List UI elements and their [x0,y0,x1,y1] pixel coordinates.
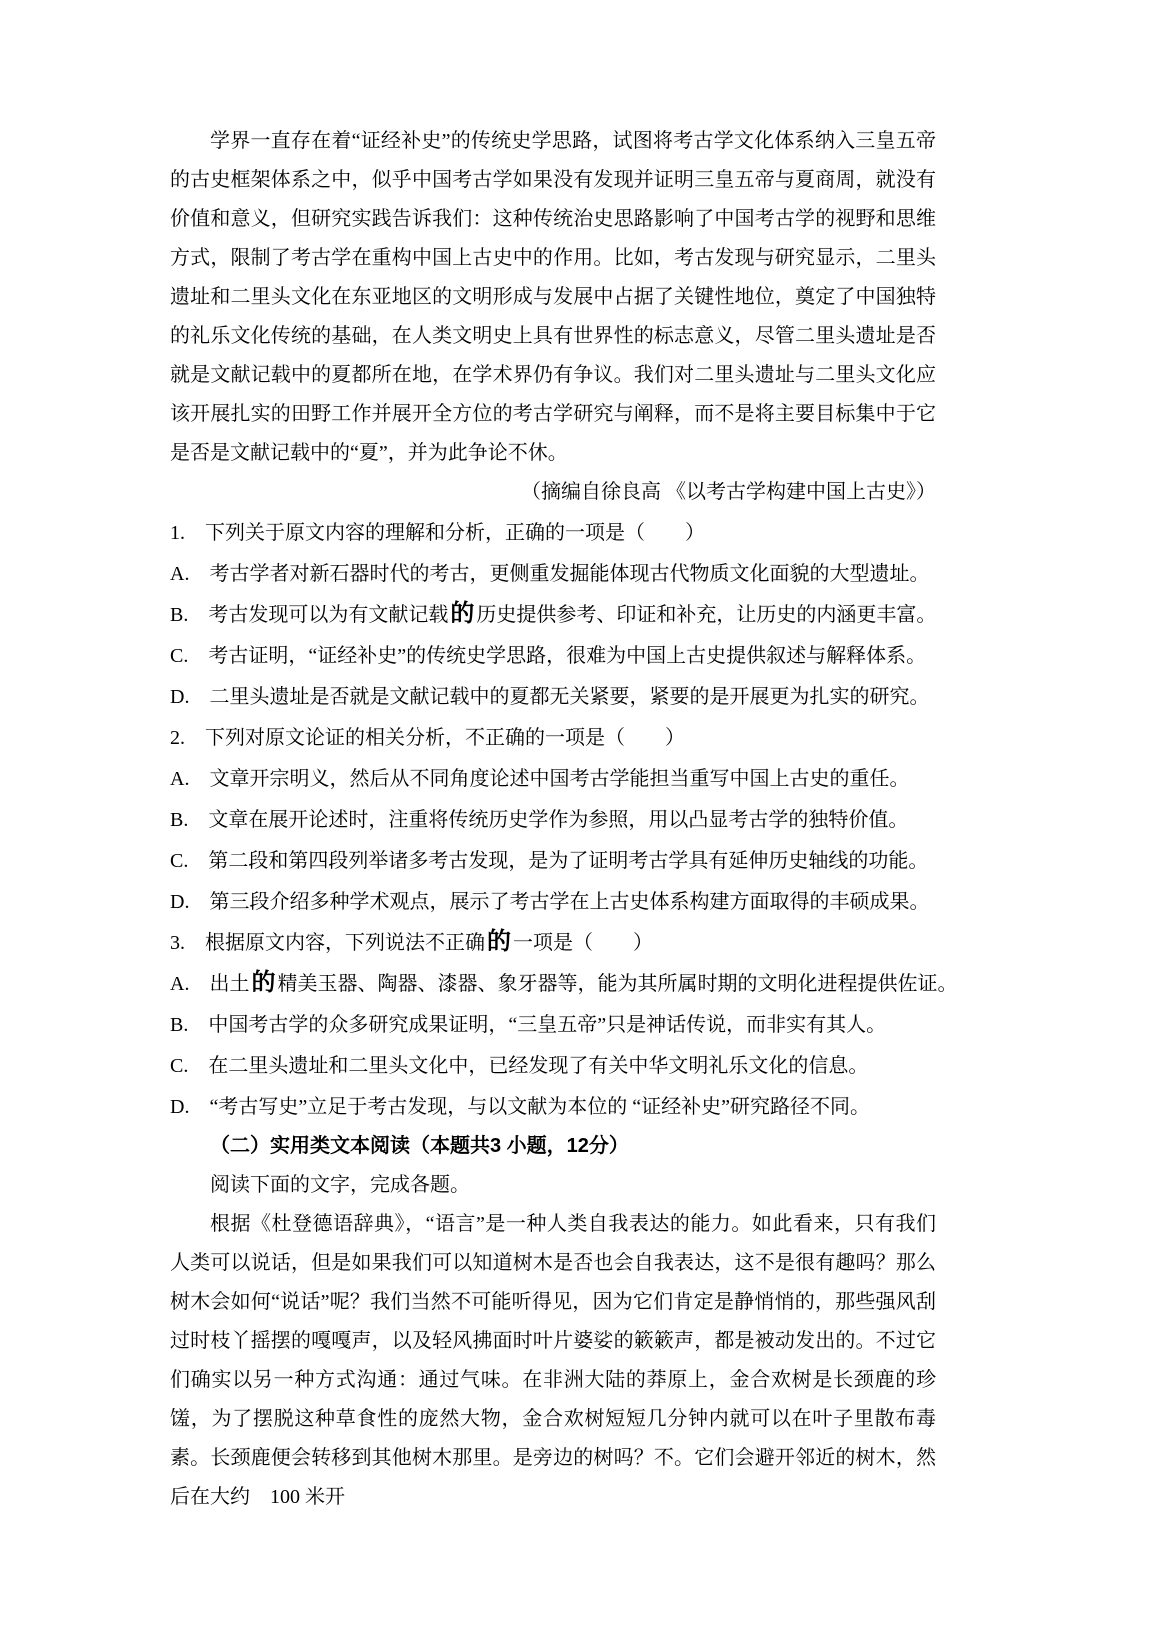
option-text: C. 在二里头遗址和二里头文化中，已经发现了有关中华文明礼乐文化的信息。 [170,1055,869,1077]
option-text: D. 第三段介绍多种学术观点，展示了考古学在上古史体系构建方面取得的丰硕成果。 [170,891,930,913]
question-2-option-b [170,799,936,840]
question-3 [170,922,958,1127]
emphasized-char [908,805,912,832]
emphasized-char [685,723,689,750]
option-text: A. 出土 [170,973,250,995]
question-1-option-b [170,594,936,635]
emphasized-char: 的 [487,928,511,955]
emphasized-char [705,518,709,545]
emphasized-char [870,1092,874,1119]
stem-text: 2. 下列对原文论证的相关分析，不正确的一项是（ ） [170,727,685,749]
emphasized-char: 的 [251,969,276,996]
question-2-option-d [170,881,936,922]
option-text: 精美玉器、陶器、漆器、象牙器等，能为其所属时期的文明化进程提供佐证。 [277,973,958,995]
emphasized-char [929,682,933,709]
section-2-header: （二）实用类文本阅读（本题共3 小题，12分） [210,1135,629,1157]
question-3-stem [170,922,936,963]
emphasized-char [929,887,933,914]
emphasized-char [886,1010,890,1037]
option-text: D. “考古写史”立足于考古发现，与以文献为本位的 “证经补史”研究路径不同。 [170,1096,870,1118]
question-1-option-d [170,676,936,717]
option-text: A. 文章开宗明义，然后从不同角度论述中国考古学能担当重写中国上古史的重任。 [170,768,910,790]
question-3-option-d [170,1086,936,1127]
stem-text: 1. 下列关于原文内容的理解和分析，正确的一项是（ ） [170,522,705,544]
stem-text: 3. 根据原文内容，下列说法不正确 [170,932,485,954]
reading-passage-1: 学界一直存在着“证经补史”的传统史学思路，试图将考古学文化体系纳入三皇五帝的古史框架体系之中，似乎中国考古学如果没有发现并证明三皇五帝与夏商周，就没有价值和意义，但研究实践告诉我们：这种传统治史思路影响了中国考古学的视野和思维方式，限制了考古学在重构中国上古史中的作用。比如，考古发现与研究显示，二里头遗址和二里头文化在东亚地区的文明形成与发展中占据了关键性地位，奠定了中国独特的礼乐文化传统的基础，在人类文明史上具有世界性的标志意义，尽管二里头遗址是否就是文献记载中的夏都所在地，在学术界仍有争议。我们对二里头遗址与二里头文化应该开展扎实的田野工作并展开全方位的考古学研究与阐释，而不是将主要目标集中于它是否是文献记载中的“夏”，并为此争论不休。 [170,130,936,464]
option-text: B. 中国考古学的众多研究成果证明，“三皇五帝”只是神话传说，而非实有其人。 [170,1014,887,1036]
option-text: D. 二里头遗址是否就是文献记载中的夏都无关紧要，紧要的是开展更为扎实的研究。 [170,686,930,708]
question-1-option-a [170,553,936,594]
reading-passage-2: 根据《杜登德语辞典》，“语言”是一种人类自我表达的能力。如此看来，只有我们人类可以说话，但是如果我们可以知道树木是否也会自我表达，这不是很有趣吗？那么树木会如何“说话”呢？我们当然不可能听得见，因为它们肯定是静悄悄的，那些强风刮过时枝丫摇摆的嘎嘎声，以及轻风拂面时叶片婆娑的簌簌声，都是被动发出的。不过它们确实以另一种方式沟通：通过气味。在非洲大陆的莽原上，金合欢树是长颈鹿的珍馐，为了摆脱这种草食性的庞然大物，金合欢树短短几分钟内就可以在叶子里散布毒素。长颈鹿便会转移到其他树木那里。是旁边的树吗？不。它们会避开邻近的树木，然后在大约 100 米开 [170,1213,936,1508]
question-2-stem [170,717,936,758]
emphasized-char [926,641,930,668]
option-text: B. 文章在展开论述时，注重将传统历史学作为参照，用以凸显考古学的独特价值。 [170,809,909,831]
question-3-option-c [170,1045,936,1086]
emphasized-char [929,559,933,586]
option-text: B. 考古发现可以为有文献记载 [170,604,449,626]
emphasized-char [909,764,913,791]
section-2-instruction: 阅读下面的文字，完成各题。 [210,1174,470,1196]
emphasized-char [928,846,932,873]
question-1-option-c [170,635,936,676]
question-1 [170,512,936,717]
question-3-option-a [170,963,958,1004]
option-text: C. 第二段和第四段列举诸多考古发现，是为了证明考古学具有延伸历史轴线的功能。 [170,850,929,872]
option-text: A. 考古学者对新石器时代的考古，更侧重发掘能体现古代物质文化面貌的大型遗址。 [170,563,930,585]
emphasized-char [868,1051,872,1078]
option-text: C. 考古证明，“证经补史”的传统史学思路，很难为中国上古史提供叙述与解释体系。 [170,645,927,667]
question-2 [170,717,936,922]
question-1-stem [170,512,936,553]
question-2-option-c [170,840,936,881]
option-text: 历史提供参考、印证和补充，让历史的内涵更丰富。 [476,604,937,626]
question-2-option-a [170,758,936,799]
emphasized-char: 的 [450,600,475,627]
question-3-option-b [170,1004,936,1045]
passage-source: （摘编自徐良高 《以考古学构建中国上古史》） [521,481,936,503]
stem-text: 一项是（ ） [513,932,653,954]
